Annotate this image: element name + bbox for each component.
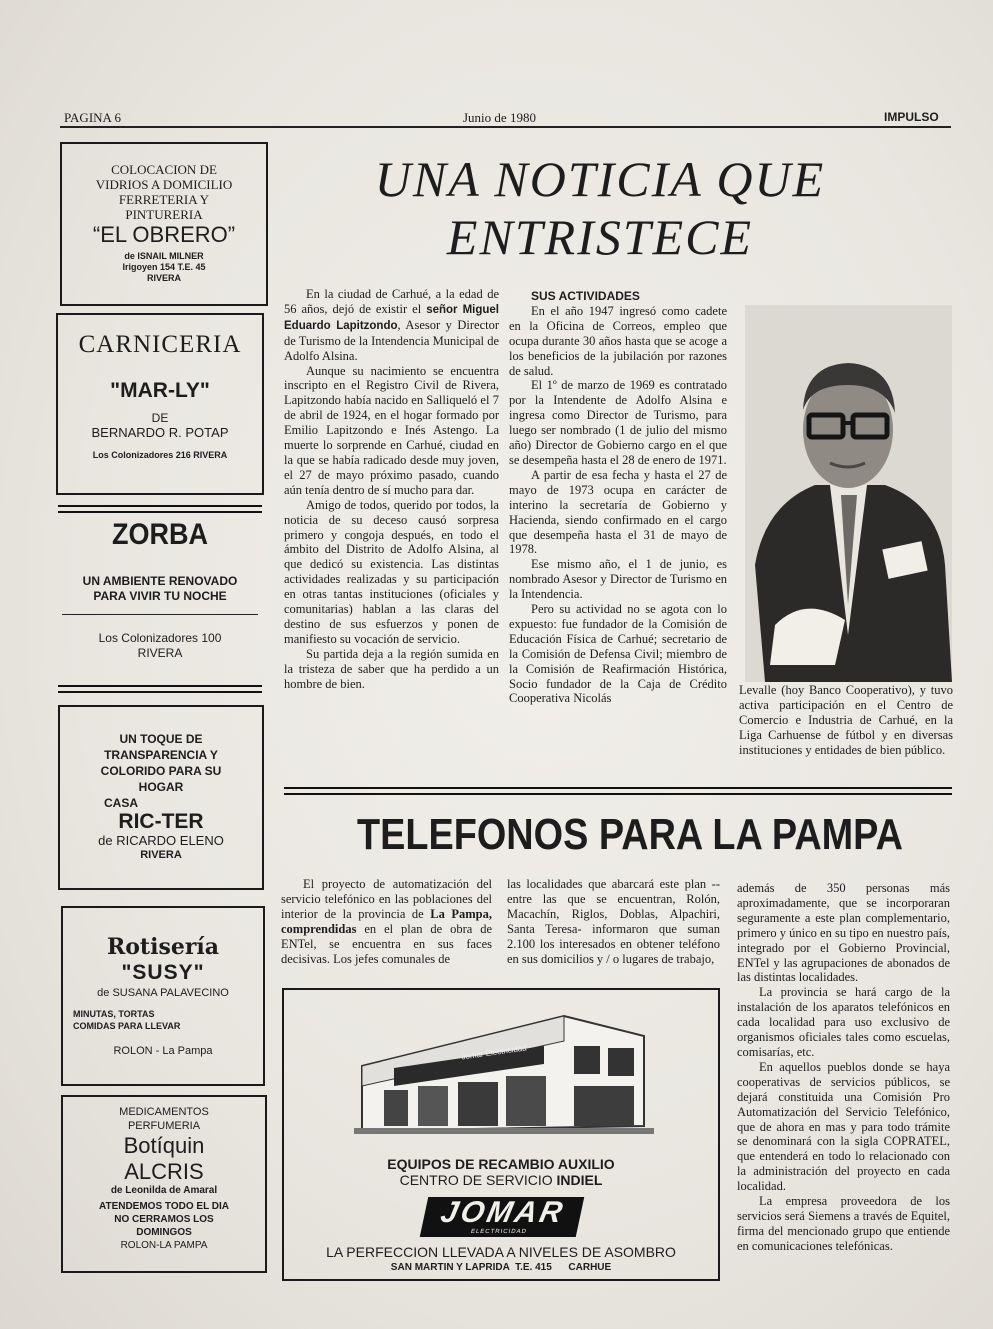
ad-owner: de Leonilda de Amaral <box>110 1185 218 1196</box>
paragraph: En el año 1947 ingresó como cadete en la Oficina de Correos, empleo que ocupa durante 30 años hasta que se acoge a los beneficios de la jubilación por razones de salud. <box>509 303 727 378</box>
ad-address: SAN MARTIN Y LAPRIDA T.E. 415 CARHUE <box>390 1262 612 1273</box>
headline-line: ENTRISTECE <box>446 209 754 265</box>
logo-text: JOMAR <box>437 1196 569 1229</box>
article-2-column-2 <box>507 877 720 966</box>
article-2-column-3 <box>737 881 950 1254</box>
storefront-image <box>354 1006 654 1136</box>
ad-zorba <box>58 518 262 661</box>
separator <box>62 614 258 615</box>
ad-address: Los Colonizadores 100 <box>98 631 222 645</box>
jomar-logo <box>420 1197 585 1237</box>
paragraph: La empresa proveedora de los servicios será Siemens a través de Equitel, firma del mencionado grupo que entiende en comunicaciones telefónicas. <box>737 1194 950 1253</box>
ad-owner: de SUSANA PALAVECINO <box>97 987 229 999</box>
ad-title: Rotisería <box>106 934 220 960</box>
ad-owner: de ISNAIL MILNER <box>124 251 204 261</box>
paragraph: además de 350 personas más aproximadamente, que se incorporaran seguramente a este plan complementario, primero y único en su tipo en nuestro país, integrado por el Gobierno Provincial, ENTel y las agrupaciones de abonados de las distintas localidades. <box>737 881 950 985</box>
ad-line: MEDICAMENTOS <box>119 1106 209 1118</box>
ad-carniceria <box>56 313 264 495</box>
paragraph: Levalle (hoy Banco Cooperativo), y tuvo activa participación en el Centro de Comercio e Industria de Carhué, en la Liga Carhuense de fútbol y en diversas instituciones y entidades de bien público. <box>739 683 953 757</box>
ad-title: Botíquin <box>123 1133 205 1158</box>
ad-owner: de RICARDO ELENO <box>98 833 224 848</box>
ad-line: UN AMBIENTE RENOVADO <box>82 574 238 588</box>
separator <box>58 685 262 693</box>
ad-title: CARNICERIA <box>78 331 242 358</box>
body-text: en el plan de obra de ENTel, se encuentra en sus faces decisivas. Los jefes comunales de <box>281 921 492 966</box>
ad-el-obrero <box>60 142 268 306</box>
ad-botiquin-alcris <box>61 1095 267 1273</box>
paragraph: Aunque su nacimiento se encuentra inscripto en el Registro Civil de Rivera, Lapitzondo había nacido en Salliqueló el 7 de abril de 1924, en el hogar formado por Emilio Lapitzondo e Inés Astengo. La muerte lo sorprende en Carhué, ciudad en la que se había radicado desde muy joven, el 27 de mayo próximo pasado, cuando aún tenía dentro de sí mucho para dar. <box>284 363 499 497</box>
ad-line <box>284 1172 718 1188</box>
portrait-photo <box>745 305 952 682</box>
ad-brand: ALCRIS <box>124 1159 204 1184</box>
ad-line: COLOCACION DE <box>111 162 217 177</box>
headline-article-2: TELEFONOS PARA LA PAMPA <box>357 810 903 859</box>
article-1-column-1 <box>284 287 499 691</box>
header-rule <box>60 126 951 128</box>
ad-line: MINUTAS, TORTAS <box>73 1009 155 1019</box>
ad-line: VIDRIOS A DOMICILIO <box>95 177 233 192</box>
ad-town: ROLON - La Pampa <box>113 1045 213 1057</box>
paragraph: El 1º de marzo de 1969 es contratado por la Intendente de Adolfo Alsina e ingresa como Director de Turismo, para luego ser nombrado (1 de julio del mismo año) Director de Gobierno cargo en el que se desempeña hasta el 28 de enero de 1971. <box>509 378 727 467</box>
paragraph: Pero su actividad no se agota con lo expuesto: fue fundador de la Comisión de Educación Física de Carhué; secretario de la Comisión de Defensa Civil; miembro de la Comisión de Reafirmación Histórica, Socio fundador de la Caja de Crédito Cooperativa Nicolás <box>509 602 727 706</box>
ad-line: COLORIDO PARA SU <box>100 764 222 778</box>
ad-line: ATENDEMOS TODO EL DIA <box>98 1201 229 1212</box>
logo-subtext: ELECTRICIDAD <box>470 1229 528 1235</box>
storefront-sign: Jomar Electricidad <box>460 1043 528 1062</box>
ad-owner: BERNARDO R. POTAP <box>91 425 229 440</box>
ad-line: CASA <box>104 796 139 810</box>
paragraph: Ese mismo año, el 1 de junio, es nombrado Asesor y Director de Turismo en la Intendencia. <box>509 557 727 602</box>
article-1-column-2 <box>509 289 727 706</box>
headline-line: UNA NOTICIA QUE <box>374 151 826 207</box>
paragraph: A partir de esa fecha y hasta el 27 de mayo de 1973 ocupa en carácter de interino la secretaría de Gobierno y Hacienda, siendo confirmado en el cargo que desempeña hasta el 31 de mayo de 1978. <box>509 467 727 557</box>
ad-line: COMIDAS PARA LLEVAR <box>73 1021 181 1031</box>
paragraph: las localidades que abarcará este plan --entre las que se encuentran, Rolón, Macachín, Riglos, Doblas, Alpachiri, Santa Teresa- informaron que suman 2.100 los interesados en obtener teléfono en sus domicilios y / o lugares de trabajo, <box>507 877 720 966</box>
ad-ric-ter <box>58 705 264 890</box>
ad-address: Los Colonizadores 216 RIVERA <box>92 450 228 460</box>
body-text: , Asesor y Director de Turismo de la Intendencia Municipal de Adolfo Alsina. <box>284 317 500 363</box>
ad-line: HOGAR <box>138 780 184 794</box>
body-text-bold: La Pampa, comprendidas <box>281 906 492 936</box>
ad-line-text: CENTRO DE SERVICIO <box>399 1172 557 1188</box>
ad-line-brand: INDIEL <box>556 1172 603 1188</box>
newspaper-name: IMPULSO <box>884 110 939 124</box>
ad-slogan: LA PERFECCION LLEVADA A NIVELES DE ASOMBRO <box>326 1244 676 1260</box>
body-text: En la ciudad de Carhué, a la edad de 56 años, dejó de existir el <box>284 287 499 316</box>
headline-article-1 <box>300 150 900 266</box>
ad-brand: RIC-TER <box>118 810 204 833</box>
paragraph: Amigo de todos, querido por todos, la noticia de su deceso causó sorpresa primero y congoja después, en todo el ámbito del Distrito de Adolfo Alsina, al que dedicó su existencia. Las distintas actividades realizadas y su participación en otras tantas instituciones (oficiales y comunitarias) hablan a las claras del destino de sus esfuerzos y ponen de manifiesto su vocación de servicio. <box>284 497 499 646</box>
ad-town: RIVERA <box>146 273 181 283</box>
ad-line: EQUIPOS DE RECAMBIO AUXILIO <box>387 1156 615 1172</box>
page-number: PAGINA 6 <box>64 110 121 125</box>
ad-town: RIVERA <box>140 849 182 861</box>
ad-line: FERRETERIA Y <box>118 192 210 207</box>
ad-brand: “EL OBRERO” <box>92 222 236 247</box>
ad-address: Irigoyen 154 T.E. 45 <box>122 262 206 272</box>
ad-town: ROLON-LA PAMPA <box>120 1240 208 1251</box>
paragraph: En aquellos pueblos donde se haya cooperativas de servicios públicos, se dejará constituida una Comisión Pro Automatización del Servicio Telefónico, que de ahora en mas y para todo trámite se denominará con la sigla COPRATEL, que entenderá en todo lo relacionado con la administración del proyecto en cada localidad. <box>737 1059 950 1194</box>
article-2-column-1 <box>281 877 492 966</box>
ad-brand: "MAR-LY" <box>110 379 210 402</box>
ad-brand: "SUSY" <box>121 961 205 984</box>
issue-date: Junio de 1980 <box>463 110 536 125</box>
ad-line: DOMINGOS <box>136 1227 192 1238</box>
paragraph: La provincia se hará cargo de la instalación de los aparatos telefónicos en cada localidad para uso exclusivo de organismos oficiales tales como escuelas, comisarías, etc. <box>737 985 950 1059</box>
article-1-column-3 <box>739 683 953 758</box>
body-text: El proyecto de automatización del servicio telefónico en las poblaciones del interior de la provincia de <box>281 877 492 921</box>
ad-line: PARA VIVIR TU NOCHE <box>93 589 227 603</box>
ad-line: UN TOQUE DE <box>119 732 203 746</box>
ad-jomar <box>282 988 720 1281</box>
section-heading: SUS ACTIVIDADES <box>531 289 640 303</box>
paragraph: Su partida deja a la región sumida en la tristeza de saber que ha perdido a un hombre de bien. <box>284 646 499 691</box>
ad-brand: ZORBA <box>112 518 208 551</box>
ad-line: PERFUMERIA <box>127 1120 201 1132</box>
article-separator <box>284 787 952 795</box>
ad-line: TRANSPARENCIA Y <box>104 748 218 762</box>
person-name: señor Miguel Eduardo Lapitzondo <box>284 303 499 332</box>
ad-line: NO CERRAMOS LOS <box>114 1214 214 1225</box>
ad-rotiseria-susy <box>61 906 265 1086</box>
ad-town: RIVERA <box>137 646 183 660</box>
separator <box>58 505 262 513</box>
ad-line: PINTURERIA <box>125 207 203 222</box>
ad-line: DE <box>151 411 169 425</box>
